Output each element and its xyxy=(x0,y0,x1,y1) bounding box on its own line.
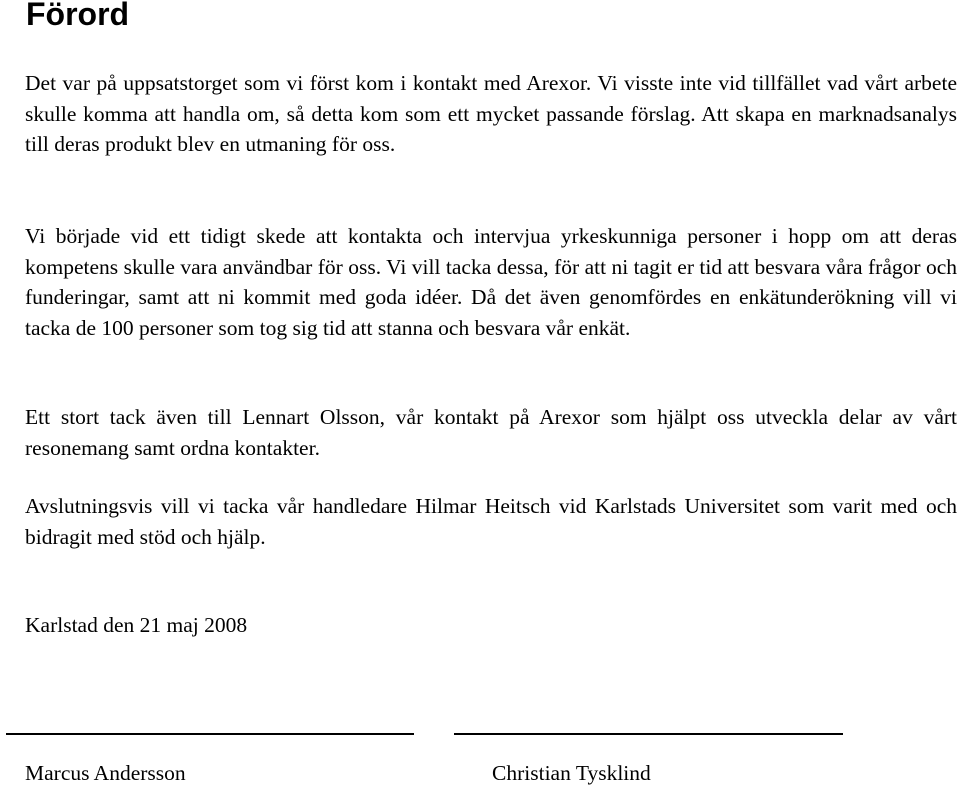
page-title: Förord xyxy=(26,0,130,32)
paragraph-supervisor-thanks: Avslutningsvis vill vi tacka vår handledare Hilmar Heitsch vid Karlstads Universitet som varit med och bidragit med stöd och hjälp. xyxy=(25,494,957,549)
signature-line xyxy=(454,733,843,735)
place-date: Karlstad den 21 maj 2008 xyxy=(25,613,248,637)
paragraph-interviews: Vi började vid ett tidigt skede att kontakta och intervjua yrkeskunniga personer i hopp om att deras kompetens skulle vara användbar för oss. Vi vill tacka dessa, för att ni tagit er tid att besvara våra frågor och funderingar, samt att ni kommit med goda idéer. Då det även genomfördes en enkätunderökning vill vi tacka de 100 personer som tog sig tid att stanna och besvara vår enkät. xyxy=(25,224,957,340)
paragraph-intro: Det var på uppsatstorget som vi först kom i kontakt med Arexor. Vi visste inte vid tillfället vad vårt arbete skulle komma att handla om, så detta kom som ett mycket passande förslag. Att skapa en marknadsanalys till deras produkt blev en utmaning för oss. xyxy=(25,71,957,156)
signature-line xyxy=(6,733,414,735)
signature-name: Marcus Andersson xyxy=(25,761,186,785)
paragraph-contact-thanks: Ett stort tack även till Lennart Olsson, vår kontakt på Arexor som hjälpt oss utveckla delar av vårt resonemang samt ordna kontakter. xyxy=(25,405,957,460)
signature-name: Christian Tysklind xyxy=(492,761,651,785)
